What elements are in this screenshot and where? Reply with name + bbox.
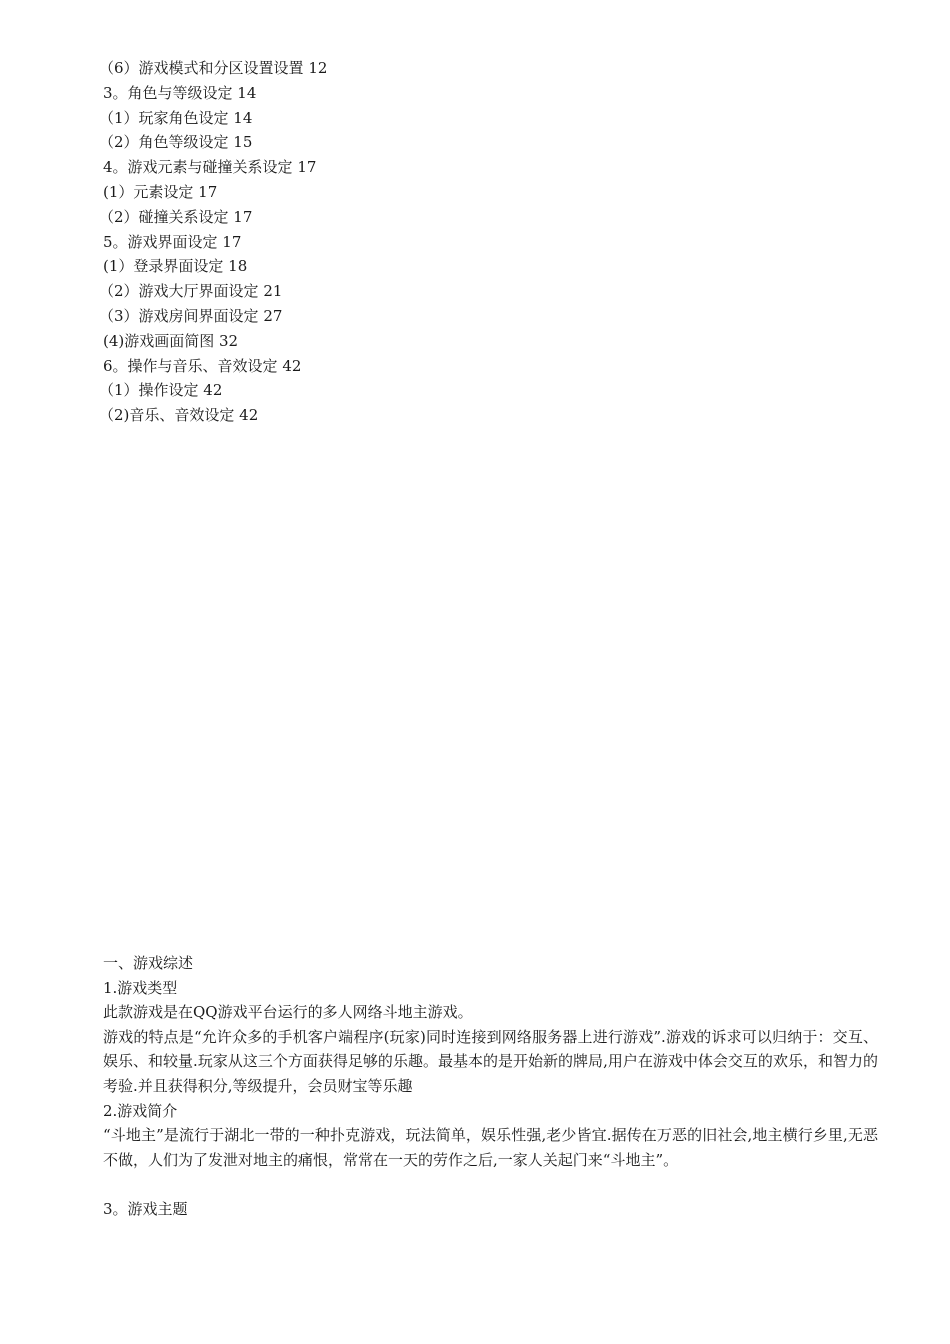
toc-entry: （1）操作设定 42 xyxy=(99,381,223,400)
toc-entry: （2)音乐、音效设定 42 xyxy=(99,406,259,425)
toc-entry: （2）角色等级设定 15 xyxy=(99,133,253,152)
section-title-game-type: 1.游戏类型 xyxy=(103,978,178,997)
section-title-game-intro: 2.游戏简介 xyxy=(103,1101,178,1120)
spacer xyxy=(103,1172,878,1197)
paragraph: “斗地主”是流行于湖北一带的一种扑克游戏，玩法简单，娱乐性强,老少皆宜.据传在万恶的旧社会,地主横行乡里,无恶不做，人们为了发泄对地主的痛恨，常常在一天的劳作之后,一家人关起门来“斗地主”。 xyxy=(103,1126,878,1169)
document-body xyxy=(103,951,878,1222)
toc-entry: 5。游戏界面设定 17 xyxy=(103,232,242,251)
toc-entry: (1）元素设定 17 xyxy=(103,182,218,201)
table-of-contents xyxy=(99,56,863,428)
toc-entry: 3。角色与等级设定 14 xyxy=(103,83,257,102)
toc-entry: （6）游戏模式和分区设置设置 12 xyxy=(99,59,328,77)
toc-entry: (4)游戏画面简图 32 xyxy=(103,331,239,350)
toc-entry: 6。操作与音乐、音效设定 42 xyxy=(103,356,302,375)
toc-entry: 4。游戏元素与碰撞关系设定 17 xyxy=(103,158,317,177)
paragraph: 游戏的特点是“允许众多的手机客户端程序(玩家)同时连接到网络服务器上进行游戏”.游戏的诉求可以归纳于：交互、娱乐、和较量.玩家从这三个方面获得足够的乐趣。最基本的是开始新的牌局,用户在游戏中体会交互的欢乐，和智力的考验.并且获得积分,等级提升，会员财宝等乐趣 xyxy=(103,1027,878,1095)
toc-entry: （3）游戏房间界面设定 27 xyxy=(99,306,283,325)
toc-entry: （2）碰撞关系设定 17 xyxy=(99,207,253,226)
toc-entry: (1）登录界面设定 18 xyxy=(103,257,248,276)
toc-entry: （1）玩家角色设定 14 xyxy=(99,108,253,127)
paragraph: 此款游戏是在QQ游戏平台运行的多人网络斗地主游戏。 xyxy=(103,1003,473,1022)
section-heading: 一、游戏综述 xyxy=(103,954,194,972)
section-title-game-theme: 3。游戏主题 xyxy=(103,1199,188,1218)
toc-entry: （2）游戏大厅界面设定 21 xyxy=(99,282,283,301)
